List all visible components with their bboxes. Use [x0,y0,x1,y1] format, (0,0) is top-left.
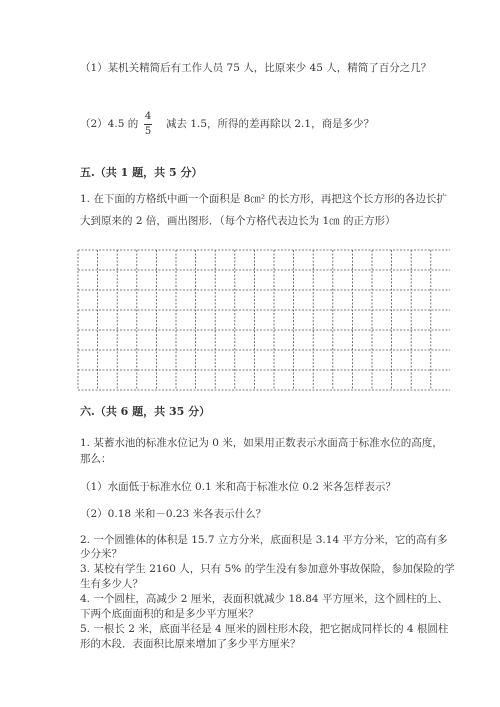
q-6-1-sub2: （2）0.18 米和－0.23 米各表示什么？ [80,508,267,520]
q-6-1-line2: 那么： [80,453,112,465]
q-6-3-line1: 3. 某校有学生 2160 人，只有 5% 的学生没有参加意外事故保险，参加保险的学 [80,563,455,575]
fraction-denominator: 5 [144,126,152,137]
q-5-1-line1: 1. 在下面的方格纸中画一个面积是 8㎝² 的长方形，再把这个长方形的各边长扩 [80,193,447,205]
q-6-3-line2: 生有多少人？ [80,578,143,590]
fraction-numerator: 4 [144,111,152,122]
q-6-2-line2: 少分米？ [80,548,122,560]
section-6-heading: 六.（共 6 题，共 35 分） [80,405,211,418]
q-part4-2 [80,117,138,131]
q-part4-1: （1）某机关精简后有工作人员 75 人，比原来少 45 人，精简了百分之几？ [80,62,432,74]
grid-paper [77,249,450,391]
q-6-4-line1: 4. 一个圆柱，高减少 2 厘米，表面积就减少 18.84 平方厘米，这个圆柱的上、 [80,593,448,605]
q-part4-2-prefix: （2）4.5 的 [80,118,139,130]
q-6-1-line1: 1. 某蓄水池的标准水位记为 0 米，如果用正数表示水面高于标准水位的高度， [80,437,443,449]
q-6-2-line1: 2. 一个圆锥体的体积是 15.7 立方分米，底面积是 3.14 平方分米，它的高有多 [80,534,448,546]
q-6-1-sub1: （1）水面低于标准水位 0.1 米和高于标准水位 0.2 米各怎样表示？ [80,481,396,493]
q-6-4-line2: 下两个底面面积的和是多少平方厘米？ [80,608,259,620]
fraction-bar [144,124,152,125]
q-5-1-line2: 大到原来的 2 倍，画出图形．（每个方格代表边长为 1㎝ 的正方形） [80,215,396,227]
section-5-heading: 五.（共 1 题，共 5 分） [80,166,203,179]
q-part4-2-suffix: 减去 1.5，所得的差再除以 2.1，商是多少？ [166,118,375,130]
q-6-5-line2: 形的木段．表面积比原来增加了多少平方厘米？ [80,638,301,650]
q-6-5-line1: 5. 一根长 2 米，底面半径是 4 厘米的圆柱形木段，把它据成同样长的 4 根圆柱 [80,623,449,635]
